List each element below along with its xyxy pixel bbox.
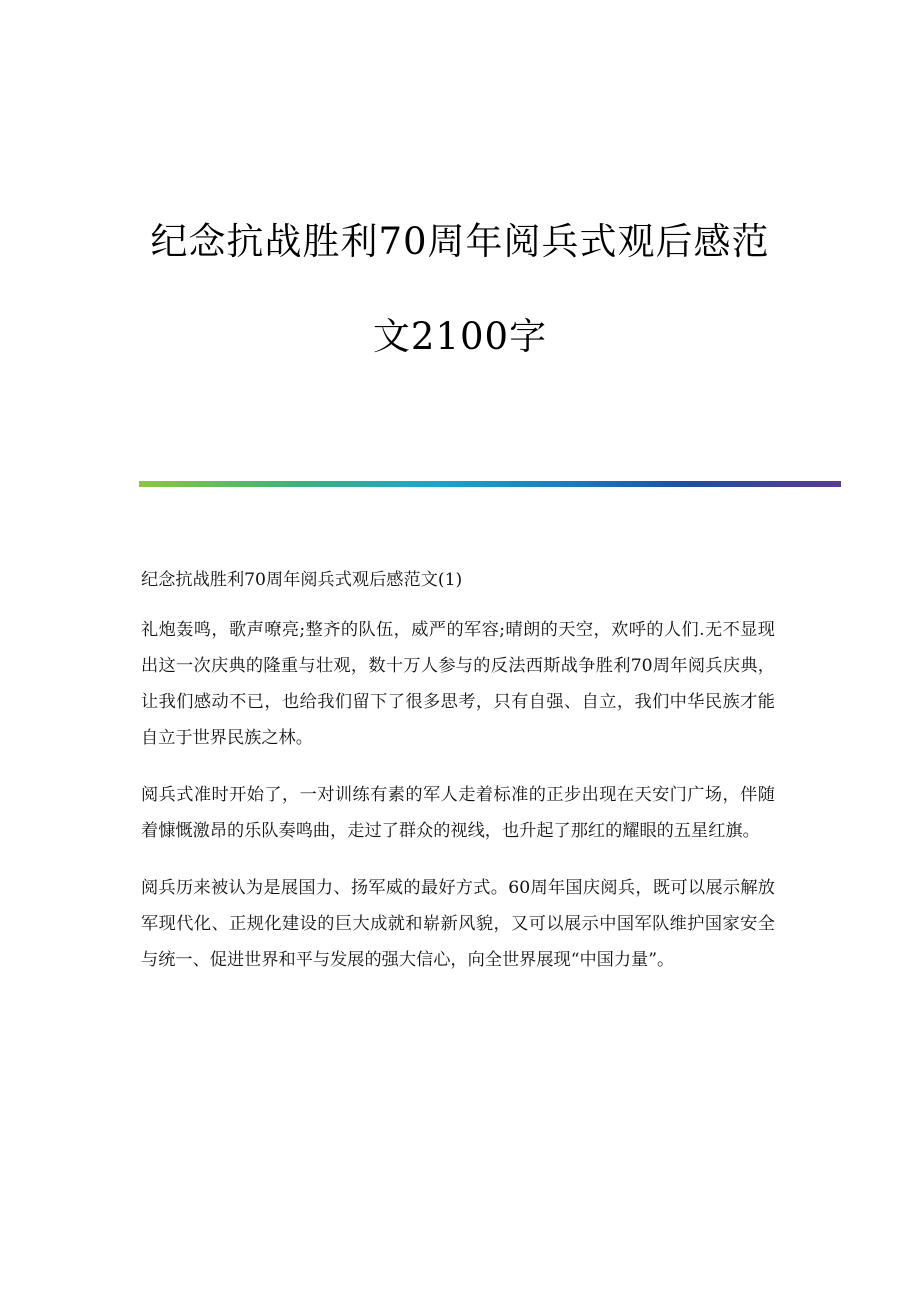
document-body (141, 562, 775, 999)
body-paragraph-1: 礼炮轰鸣，歌声嘹亮;整齐的队伍，威严的军容;晴朗的天空，欢呼的人们.无不显现出这一次庆典的隆重与壮观，数十万人参与的反法西斯战争胜利70周年阅兵庆典，让我们感动不已，也给我们留下了很多思考，只有自强、自立，我们中华民族才能自立于世界民族之林。 (141, 620, 775, 748)
body-paragraph-2: 阅兵式准时开始了，一对训练有素的军人走着标准的正步出现在天安门广场，伴随着慷慨激昂的乐队奏鸣曲，走过了群众的视线，也升起了那红的耀眼的五星红旗。 (141, 785, 775, 841)
title-divider (139, 481, 841, 487)
document-title-line-2: 文2100字 (372, 315, 548, 358)
section-subtitle: 纪念抗战胜利70周年阅兵式观后感范文(1) (141, 570, 463, 590)
document-title-line-1: 纪念抗战胜利70周年阅兵式观后感范 (150, 220, 770, 263)
body-paragraph-3: 阅兵历来被认为是展国力、扬军威的最好方式。60周年国庆阅兵，既可以展示解放军现代化、正规化建设的巨大成就和崭新风貌，又可以展示中国军队维护国家安全与统一、促进世界和平与发展的强大信心，向全世界展现“中国力量”。 (141, 878, 775, 970)
